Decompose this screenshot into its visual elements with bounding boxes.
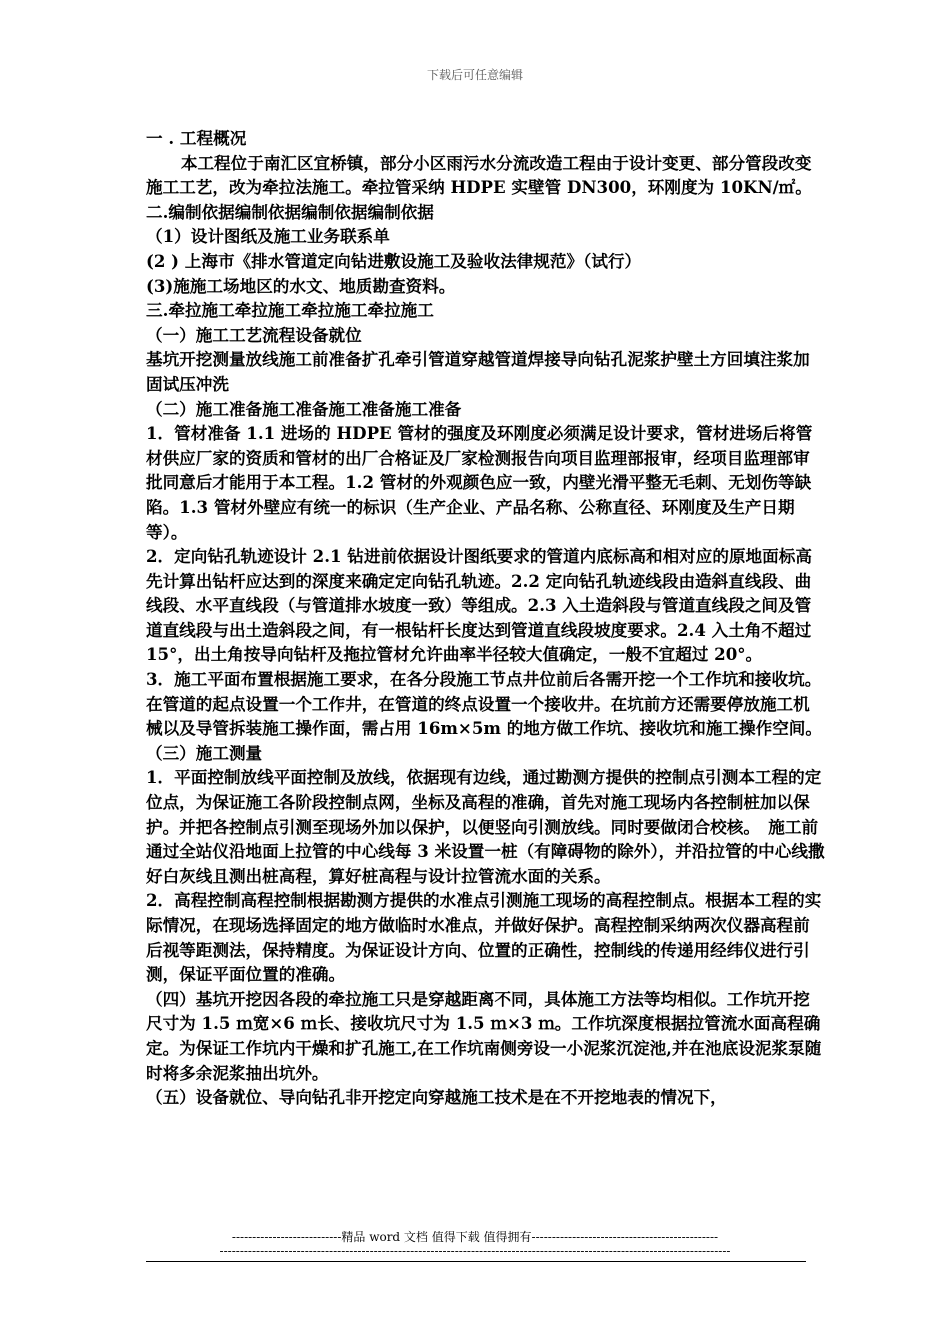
footer-dashes: ------------------------------------------------------------------------------------------------------------------------------ [219,1244,731,1258]
subsection-heading: （一）施工工艺流程设备就位 [146,324,362,345]
header-note: 下载后可任意编辑 [426,68,523,82]
section-heading: 一 . 工程概况 [146,128,247,148]
footer-banner: ---------------------------精品 word 文档 值得下载 值得拥有---------------------------------------------- [231,1230,719,1244]
paragraph: 3．施工平面布置根据施工要求，在各分段施工节点井位前后各需开挖一个工作坑和接收坑。在管道的起点设置一个工作井，在管道的终点设置一个接收井。在坑前方还需要停放施工机械以及导管拆装施工操作面，需占用 16m×5m 的地方做工作坑、接收坑和施工操作空间。 [146,669,822,739]
paragraph: 本工程位于南汇区宜桥镇，部分小区雨污水分流改造工程由于设计变更、部分管段改变施工工艺，改为牵拉法施工。牵拉管采纳 HDPE 实壁管 DN300，环刚度为 10KN/㎡。 [146,152,812,198]
subsection-heading: （二）施工准备施工准备施工准备施工准备 [146,398,462,419]
subsection-heading: （三）施工测量 [146,742,263,763]
paragraph: （五）设备就位、导向钻孔非开挖定向穿越施工技术是在不开挖地表的情况下， [146,1087,727,1108]
paragraph: （四）基坑开挖因各段的牵拉施工只是穿越距离不同，具体施工方法等均相似。工作坑开挖尺寸为 1.5 ｍ宽×6 ｍ长、接收坑尺寸为 1.5 ｍ×3 ｍ。工作坑深度根据拉管流水面高程确定。为保证工作坑内干燥和扩孔施工,在工作坑南侧旁设一小泥浆沉淀池,并在池底设泥浆泵随时将多余泥浆抽出坑外。 [146,988,822,1083]
document-body [146,126,826,1110]
list-item: (3)施施工场地区的水文、地质勘查资料。 [146,275,456,296]
paragraph: 1．平面控制放线平面控制及放线，依据现有边线，通过勘测方提供的控制点引测本工程的定位点，为保证施工各阶段控制点网，坐标及高程的准确，首先对施工现场内各控制桩加以保护。并把各控制点引测至现场外加以保护，以便竖向引测放线。同时要做闭合校核。 施工前通过全站仪沿地面上拉管的中心线每 3 米设置一桩（有障碍物的除外），并沿拉管的中心线撒好白灰线且测出桩高程，算好桩高程与设计拉管流水面的关系。 [146,767,825,886]
list-item: （1）设计图纸及施工业务联系单 [146,226,390,247]
list-item: (2 ) 上海市《排水管道定向钻进敷设施工及验收法律规范》（试行） [146,250,642,271]
paragraph: 2．高程控制高程控制根据勘测方提供的水准点引测施工现场的高程控制点。根据本工程的实际情况，在现场选择固定的地方做临时水准点，并做好保护。高程控制采纳两次仪器高程前后视等距测法，保持精度。为保证设计方向、位置的正确性，控制线的传递用经纬仪进行引测，保证平面位置的准确。 [146,890,822,985]
paragraph: 1．管材准备 1.1 进场的 HDPE 管材的强度及环刚度必须满足设计要求，管材进场后将管材供应厂家的资质和管材的出厂合格证及厂家检测报告向项目监理部报审，经项目监理部审批同意后才能用于本工程。1.2 管材的外观颜色应一致，内壁光滑平整无毛刺、无划伤等缺陷。1.3 管材外壁应有统一的标识（生产企业、产品名称、公称直径、环刚度及生产日期等）。 [146,423,813,542]
footer-divider [146,1261,806,1262]
section-heading: 二.编制依据编制依据编制依据编制依据 [146,201,434,222]
paragraph: 2．定向钻孔轨迹设计 2.1 钻进前依据设计图纸要求的管道内底标高和相对应的原地面标高先计算出钻杆应达到的深度来确定定向钻孔轨迹。2.2 定向钻孔轨迹线段由造斜直线段、曲线段、水平直线段（与管道排水坡度一致）等组成。2.3 入土造斜段与管道直线段之间及管道直线段与出土造斜段之间，有一根钻杆长度达到管道直线段坡度要求。2.4 入土角不超过 15°，出土角按导向钻杆及拖拉管材允许曲率半径较大值确定，一般不宜超过 20°。 [146,546,812,665]
section-heading: 三.牵拉施工牵拉施工牵拉施工牵拉施工 [146,300,434,321]
paragraph: 基坑开挖测量放线施工前准备扩孔牵引管道穿越管道焊接导向钻孔泥浆护壁土方回填注浆加固试压冲洗 [146,349,810,394]
